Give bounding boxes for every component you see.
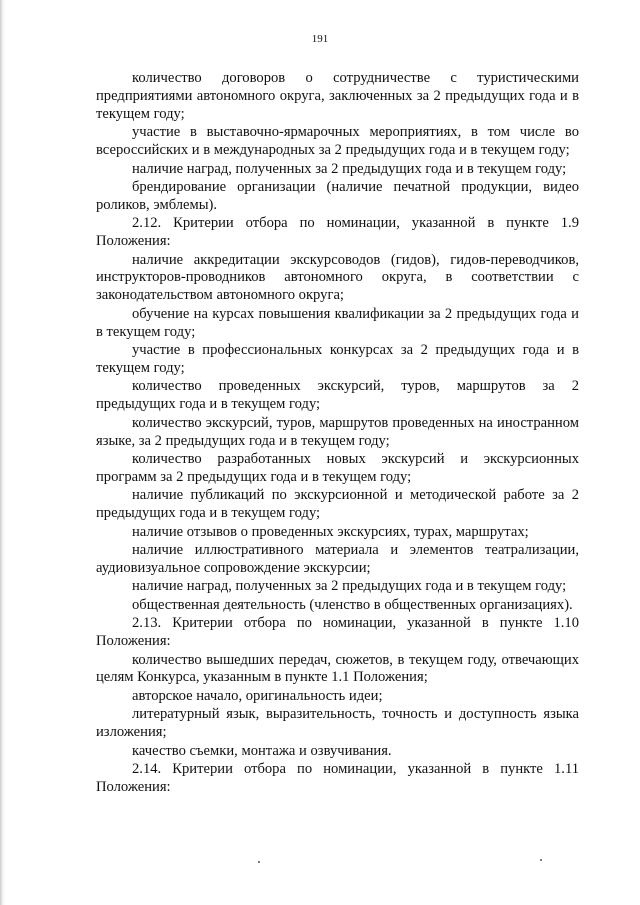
paragraph: количество разработанных новых экскурсий и экскурсионных программ за 2 предыдущих года и в текущем году;: [96, 451, 579, 485]
paragraph: наличие отзывов о проведенных экскурсиях, турах, маршрутах;: [132, 523, 529, 540]
section-heading-2-14: 2.14. Критерии отбора по номинации, указанной в пункте 1.11 Положения:: [96, 760, 579, 795]
paragraph: общественная деятельность (членство в общественных организациях).: [132, 596, 573, 613]
paragraph: количество экскурсий, туров, маршрутов проведенных на иностранном языке, за 2 предыдущих года и в текущем году;: [96, 414, 579, 449]
section-heading-2-12: 2.12. Критерии отбора по номинации, указанной в пункте 1.9 Положения:: [96, 215, 579, 250]
paragraph: количество договоров о сотрудничестве с туристическими предприятиями автономного округа, заключенных за 2 предыдущих года и в текущем году;: [96, 70, 579, 122]
paragraph: участие в выставочно-ярмарочных мероприятиях, в том числе во всероссийских и в международных за 2 предыдущих года и в текущем году;: [96, 124, 579, 159]
paragraph: количество проведенных экскурсий, туров, маршрутов за 2 предыдущих года и в текущем году;: [96, 378, 579, 413]
scan-speck: [258, 861, 260, 863]
paragraph: количество вышедших передач, сюжетов, в текущем году, отвечающих целям Конкурса, указанным в пункте 1.1 Положения;: [96, 651, 579, 686]
paragraph: наличие аккредитации экскурсоводов (гидов), гидов-переводчиков, инструкторов-проводников автономного округа, в соответствии с законодательством автономного округа;: [96, 251, 579, 304]
paragraph: брендирование организации (наличие печатной продукции, видео роликов, эмблемы).: [96, 178, 579, 213]
section-heading-2-13: 2.13. Критерии отбора по номинации, указанной в пункте 1.10 Положения:: [96, 615, 579, 650]
scan-speck: [540, 859, 542, 861]
paragraph: наличие иллюстративного материала и элементов театрализации, аудиовизуальное сопровождение экскурсии;: [96, 542, 579, 576]
paragraph: авторское начало, оригинальность идеи;: [132, 687, 383, 704]
paragraph: наличие публикаций по экскурсионной и методической работе за 2 предыдущих года и в текущем году;: [96, 487, 579, 522]
scan-edge: [0, 0, 5, 905]
paragraph: наличие наград, полученных за 2 предыдущих года и в текущем году;: [132, 160, 567, 177]
paragraph: литературный язык, выразительность, точность и доступность языка изложения;: [96, 706, 579, 741]
document-body: [96, 70, 579, 797]
paragraph: обучение на курсах повышения квалификации за 2 предыдущих года и в текущем году;: [96, 305, 579, 340]
paragraph: наличие наград, полученных за 2 предыдущих года и в текущем году;: [132, 578, 567, 595]
paragraph: участие в профессиональных конкурсах за 2 предыдущих года и в текущем году;: [96, 342, 579, 376]
paragraph: качество съемки, монтажа и озвучивания.: [132, 742, 392, 759]
page-number: 191: [311, 33, 329, 45]
